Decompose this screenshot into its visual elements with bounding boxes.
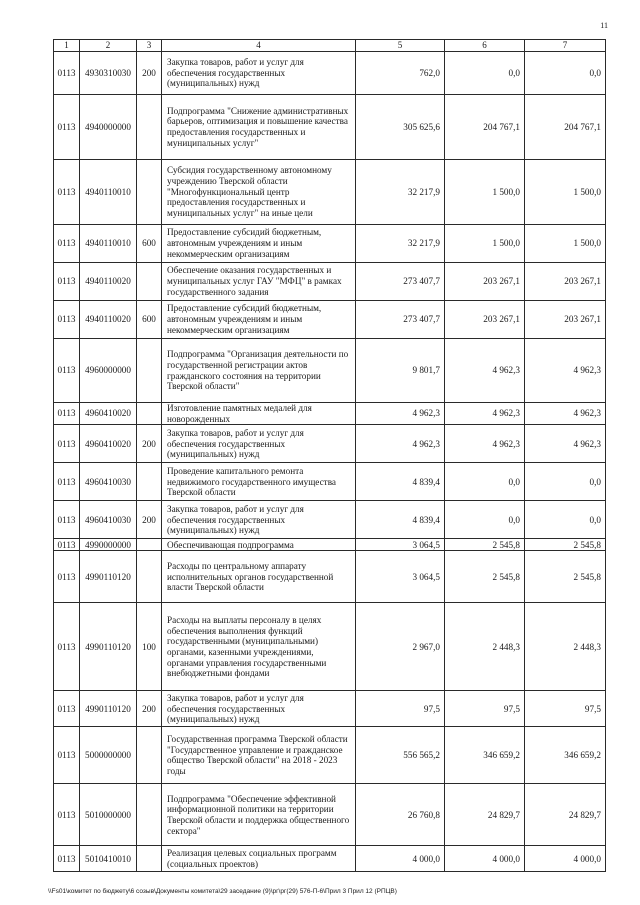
row-value-col7: 0,0 [525, 501, 606, 539]
row-csr-cell: 4960410020 [80, 403, 137, 425]
row-value-col5: 4 839,4 [356, 501, 445, 539]
row-csr-cell: 5010000000 [80, 784, 137, 846]
row-code-cell: 0113 [54, 339, 80, 403]
row-value-col5: 3 064,5 [356, 551, 445, 603]
row-value-col5: 97,5 [356, 691, 445, 727]
row-vr-cell: 200 [137, 501, 162, 539]
table-row [54, 501, 606, 539]
row-value-col6: 203 267,1 [445, 301, 525, 339]
row-value-col6: 0,0 [445, 52, 525, 95]
row-vr-cell [137, 727, 162, 784]
row-value-col5: 4 962,3 [356, 403, 445, 425]
table-row [54, 727, 606, 784]
row-code-cell: 0113 [54, 52, 80, 95]
table-row [54, 160, 606, 225]
table-row [54, 95, 606, 160]
row-vr-cell [137, 551, 162, 603]
table-row [54, 403, 606, 425]
row-value-col5: 273 407,7 [356, 263, 445, 301]
row-csr-cell: 5000000000 [80, 727, 137, 784]
page-number: 11 [600, 21, 608, 30]
row-value-col6: 0,0 [445, 501, 525, 539]
row-value-col5: 2 967,0 [356, 603, 445, 691]
row-code-cell: 0113 [54, 539, 80, 551]
row-value-col7: 1 500,0 [525, 160, 606, 225]
row-value-col6: 97,5 [445, 691, 525, 727]
row-name-cell: Предоставление субсидий бюджетным, автономным учреждениям и иным некоммерческим организациям [162, 301, 356, 339]
row-value-col5: 556 565,2 [356, 727, 445, 784]
row-vr-cell [137, 160, 162, 225]
row-value-col6: 4 000,0 [445, 846, 525, 872]
table-row [54, 263, 606, 301]
row-vr-cell [137, 95, 162, 160]
row-value-col6: 2 545,8 [445, 551, 525, 603]
row-value-col6: 24 829,7 [445, 784, 525, 846]
table-row [54, 551, 606, 603]
row-value-col7: 2 545,8 [525, 551, 606, 603]
table-row [54, 846, 606, 872]
row-name-cell: Предоставление субсидий бюджетным, автономным учреждениям и иным некоммерческим организациям [162, 225, 356, 263]
row-csr-cell: 5010410010 [80, 846, 137, 872]
row-name-cell: Закупка товаров, работ и услуг для обеспечения государственных (муниципальных) нужд [162, 691, 356, 727]
row-value-col7: 4 962,3 [525, 403, 606, 425]
row-value-col5: 762,0 [356, 52, 445, 95]
table-row [54, 784, 606, 846]
row-value-col7: 1 500,0 [525, 225, 606, 263]
row-value-col5: 9 801,7 [356, 339, 445, 403]
table-row [54, 301, 606, 339]
row-csr-cell: 4960410030 [80, 501, 137, 539]
row-name-cell: Проведение капитального ремонта недвижимого государственного имущества Тверской области [162, 463, 356, 501]
row-name-cell: Обеспечивающая подпрограмма [162, 539, 356, 551]
row-value-col7: 97,5 [525, 691, 606, 727]
row-value-col6: 2 545,8 [445, 539, 525, 551]
row-csr-cell: 4940110010 [80, 225, 137, 263]
row-value-col7: 4 000,0 [525, 846, 606, 872]
row-name-cell: Реализация целевых социальных программ (социальных проектов) [162, 846, 356, 872]
row-value-col5: 3 064,5 [356, 539, 445, 551]
row-value-col7: 2 448,3 [525, 603, 606, 691]
row-code-cell: 0113 [54, 263, 80, 301]
row-value-col6: 1 500,0 [445, 225, 525, 263]
row-value-col6: 4 962,3 [445, 339, 525, 403]
header-cell: 5 [356, 40, 445, 52]
row-code-cell: 0113 [54, 95, 80, 160]
row-value-col5: 26 760,8 [356, 784, 445, 846]
row-value-col6: 2 448,3 [445, 603, 525, 691]
table-row [54, 463, 606, 501]
row-name-cell: Расходы по центральному аппарату исполнительных органов государственной власти Тверской области [162, 551, 356, 603]
row-code-cell: 0113 [54, 160, 80, 225]
row-csr-cell: 4990110120 [80, 691, 137, 727]
row-vr-cell [137, 784, 162, 846]
row-vr-cell [137, 263, 162, 301]
row-csr-cell: 4960410030 [80, 463, 137, 501]
row-name-cell: Расходы на выплаты персоналу в целях обеспечения выполнения функций государственными (муниципальными) органами, казенными учреждениями, органами управления государственными внебюджетными фондами [162, 603, 356, 691]
row-vr-cell [137, 463, 162, 501]
row-value-col7: 2 545,8 [525, 539, 606, 551]
row-value-col7: 4 962,3 [525, 425, 606, 463]
row-name-cell: Закупка товаров, работ и услуг для обеспечения государственных (муниципальных) нужд [162, 52, 356, 95]
row-name-cell: Государственная программа Тверской области "Государственное управление и гражданское общество Тверской области" на 2018 - 2023 годы [162, 727, 356, 784]
table-row [54, 52, 606, 95]
row-vr-cell: 600 [137, 225, 162, 263]
row-code-cell: 0113 [54, 691, 80, 727]
header-cell: 7 [525, 40, 606, 52]
row-value-col5: 273 407,7 [356, 301, 445, 339]
row-code-cell: 0113 [54, 846, 80, 872]
row-value-col6: 203 267,1 [445, 263, 525, 301]
row-csr-cell: 4990110120 [80, 551, 137, 603]
table-row [54, 225, 606, 263]
row-name-cell: Субсидия государственному автономному учреждению Тверской области "Многофункциональный центр предоставления государственных и муниципальных услуг" на иные цели [162, 160, 356, 225]
header-cell: 6 [445, 40, 525, 52]
row-vr-cell: 200 [137, 691, 162, 727]
file-path-footer: \\Fs01\комитет по бюджету\6 созыв\Документы комитета\29 заседание (9)\рг\рг(29) 576-П-6\Прил 3 Прил 12 (РПЦВ) [48, 888, 397, 895]
row-value-col7: 4 962,3 [525, 339, 606, 403]
row-name-cell: Подпрограмма "Снижение административных барьеров, оптимизация и повышение качества предоставления государственных и муниципальных услуг" [162, 95, 356, 160]
row-code-cell: 0113 [54, 225, 80, 263]
table-row [54, 603, 606, 691]
row-code-cell: 0113 [54, 501, 80, 539]
row-value-col7: 203 267,1 [525, 263, 606, 301]
row-csr-cell: 4940110020 [80, 263, 137, 301]
row-code-cell: 0113 [54, 727, 80, 784]
row-code-cell: 0113 [54, 551, 80, 603]
row-value-col7: 204 767,1 [525, 95, 606, 160]
row-value-col6: 4 962,3 [445, 425, 525, 463]
row-value-col5: 32 217,9 [356, 160, 445, 225]
row-csr-cell: 4940110020 [80, 301, 137, 339]
row-vr-cell: 200 [137, 52, 162, 95]
row-code-cell: 0113 [54, 403, 80, 425]
header-cell: 4 [162, 40, 356, 52]
row-name-cell: Подпрограмма "Обеспечение эффективной информационной политики на территории Тверской области и поддержка общественного сектора" [162, 784, 356, 846]
row-vr-cell [137, 403, 162, 425]
row-code-cell: 0113 [54, 784, 80, 846]
row-name-cell: Изготовление памятных медалей для новорожденных [162, 403, 356, 425]
row-value-col7: 0,0 [525, 52, 606, 95]
row-vr-cell: 600 [137, 301, 162, 339]
row-value-col5: 4 839,4 [356, 463, 445, 501]
row-vr-cell: 100 [137, 603, 162, 691]
table-row [54, 425, 606, 463]
row-csr-cell: 4960410020 [80, 425, 137, 463]
row-csr-cell: 4930310030 [80, 52, 137, 95]
row-value-col5: 32 217,9 [356, 225, 445, 263]
row-value-col6: 204 767,1 [445, 95, 525, 160]
row-value-col6: 4 962,3 [445, 403, 525, 425]
header-cell: 2 [80, 40, 137, 52]
header-cell: 3 [137, 40, 162, 52]
row-value-col6: 1 500,0 [445, 160, 525, 225]
row-name-cell: Закупка товаров, работ и услуг для обеспечения государственных (муниципальных) нужд [162, 425, 356, 463]
row-code-cell: 0113 [54, 425, 80, 463]
row-csr-cell: 4990000000 [80, 539, 137, 551]
row-value-col7: 24 829,7 [525, 784, 606, 846]
row-value-col7: 346 659,2 [525, 727, 606, 784]
row-value-col6: 346 659,2 [445, 727, 525, 784]
row-value-col5: 305 625,6 [356, 95, 445, 160]
row-vr-cell [137, 846, 162, 872]
row-name-cell: Обеспечение оказания государственных и муниципальных услуг ГАУ "МФЦ" в рамках государственного задания [162, 263, 356, 301]
row-vr-cell [137, 339, 162, 403]
row-value-col5: 4 000,0 [356, 846, 445, 872]
row-value-col7: 203 267,1 [525, 301, 606, 339]
row-csr-cell: 4990110120 [80, 603, 137, 691]
header-row [54, 40, 606, 52]
row-code-cell: 0113 [54, 603, 80, 691]
row-vr-cell [137, 539, 162, 551]
row-value-col5: 4 962,3 [356, 425, 445, 463]
table-row [54, 691, 606, 727]
row-name-cell: Подпрограмма "Организация деятельности по государственной регистрации актов гражданского состояния на территории Тверской области" [162, 339, 356, 403]
row-code-cell: 0113 [54, 463, 80, 501]
row-vr-cell: 200 [137, 425, 162, 463]
table-row [54, 339, 606, 403]
header-cell: 1 [54, 40, 80, 52]
row-csr-cell: 4940110010 [80, 160, 137, 225]
row-value-col7: 0,0 [525, 463, 606, 501]
row-name-cell: Закупка товаров, работ и услуг для обеспечения государственных (муниципальных) нужд [162, 501, 356, 539]
table-row [54, 539, 606, 551]
row-value-col6: 0,0 [445, 463, 525, 501]
row-csr-cell: 4960000000 [80, 339, 137, 403]
row-csr-cell: 4940000000 [80, 95, 137, 160]
budget-table [53, 39, 606, 872]
row-code-cell: 0113 [54, 301, 80, 339]
